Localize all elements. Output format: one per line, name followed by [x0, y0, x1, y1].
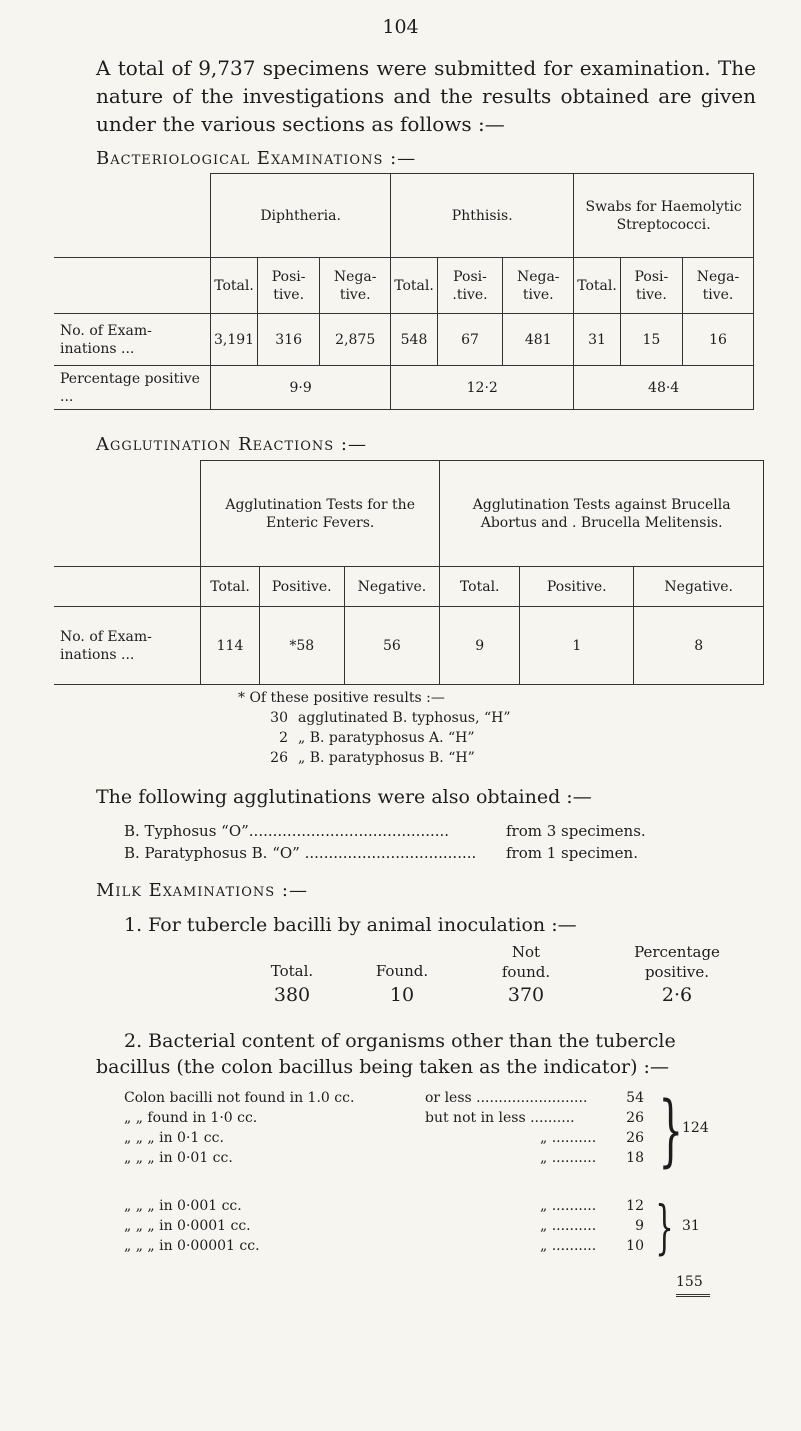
row-right: „ ..........: [540, 1130, 597, 1146]
footnote-title: * Of these positive results :—: [238, 690, 445, 706]
row-value: 12: [626, 1198, 644, 1214]
col-header: Total.: [574, 258, 621, 314]
col-header: Total.: [201, 567, 260, 607]
col-header: Nega- tive.: [320, 258, 391, 314]
bacteriological-table: [54, 173, 754, 410]
total-underline: [676, 1294, 710, 1297]
also-value: from 1 specimen.: [506, 844, 638, 862]
col-header: Positive.: [260, 567, 345, 607]
footnote-text: „ B. paratyphosus A. “H”: [298, 730, 475, 746]
intro-paragraph: A total of 9,737 specimens were submitted for examination. The nature of the investigations and the results obtained are given under the various sections as follows :—: [96, 56, 756, 136]
table-row: [54, 366, 754, 410]
row-left: „ „ „ in 0·1 cc.: [124, 1130, 224, 1146]
col-header: Posi- tive.: [620, 258, 682, 314]
agglutination-table: [54, 460, 764, 685]
row-right: or less .........................: [425, 1090, 588, 1106]
row-left: „ „ „ in 0·0001 cc.: [124, 1218, 251, 1234]
following-text: The following agglutinations were also obtained :—: [96, 786, 592, 808]
col-header: Negative.: [634, 567, 764, 607]
col-header: Posi- tive.: [258, 258, 320, 314]
row-label: No. of Exam- inations ...: [54, 314, 211, 366]
right-brace-icon: }: [658, 1086, 684, 1176]
also-value: from 3 specimens.: [506, 822, 646, 840]
footnote-number: 26: [270, 750, 288, 766]
row-value: 10: [626, 1238, 644, 1254]
cell: 2·6: [661, 984, 693, 1006]
col-header: Posi- .tive.: [437, 258, 502, 314]
row-right: „ ..........: [540, 1218, 597, 1234]
cell: 1: [520, 607, 634, 685]
col-header: Nega- tive.: [503, 258, 574, 314]
corner-cell: [54, 174, 211, 258]
cell: 9·9: [211, 366, 391, 410]
cell: 9: [440, 607, 520, 685]
table-row: [54, 314, 754, 366]
row-right: „ ..........: [540, 1198, 597, 1214]
row-right: but not in less ..........: [425, 1110, 575, 1126]
cell: 56: [344, 607, 440, 685]
group-header: Phthisis.: [391, 174, 574, 258]
row-value: 9: [635, 1218, 644, 1234]
row-value: 54: [626, 1090, 644, 1106]
right-brace-icon: }: [655, 1193, 674, 1261]
footnote-number: 2: [279, 730, 288, 746]
page-number: 104: [382, 16, 419, 38]
cell: 481: [503, 314, 574, 366]
col-header: Found.: [375, 962, 429, 980]
milk-item-2-line-1: 2. Bacterial content of organisms other than the tubercle: [124, 1030, 676, 1052]
col-header: Total.: [391, 258, 438, 314]
col-header: Total.: [270, 962, 314, 980]
footnote-number: 30: [270, 710, 288, 726]
row-left: „ „ „ in 0·01 cc.: [124, 1150, 233, 1166]
cell: 316: [258, 314, 320, 366]
cell: 370: [507, 984, 545, 1006]
row-left: „ „ „ in 0·00001 cc.: [124, 1238, 260, 1254]
group-header: Agglutination Tests for the Enteric Fevers.: [201, 461, 440, 567]
agglutination-heading: Agglutination Reactions :—: [96, 434, 367, 455]
row-value: 26: [626, 1110, 644, 1126]
cell: 31: [574, 314, 621, 366]
col-header: Total.: [211, 258, 258, 314]
col-header: Not found.: [501, 943, 551, 981]
cell: 548: [391, 314, 438, 366]
col-header: Total.: [440, 567, 520, 607]
cell: 10: [389, 984, 415, 1006]
grand-total: 155: [676, 1274, 703, 1290]
cell: 15: [620, 314, 682, 366]
row-left: „ „ found in 1·0 cc.: [124, 1110, 258, 1126]
col-header: Percentage positive.: [634, 943, 720, 981]
row-label: Percentage positive ...: [54, 366, 211, 410]
table-row: [54, 607, 764, 685]
bacteriological-heading: Bacteriological Examinations :—: [96, 148, 417, 169]
also-label: B. Typhosus “O”..........................................: [124, 822, 450, 840]
group-header: Swabs for Haemolytic Streptococci.: [574, 174, 754, 258]
milk-heading: Milk Examinations :—: [96, 880, 308, 901]
cell: 2,875: [320, 314, 391, 366]
group-header: Agglutination Tests against Brucella Abortus and . Brucella Melitensis.: [440, 461, 764, 567]
cell: *58: [260, 607, 345, 685]
row-value: 26: [626, 1130, 644, 1146]
milk-item-1: 1. For tubercle bacilli by animal inoculation :—: [124, 914, 577, 936]
cell: 12·2: [391, 366, 574, 410]
row-left: Colon bacilli not found in 1.0 cc.: [124, 1090, 355, 1106]
col-header: Positive.: [520, 567, 634, 607]
milk-item-2-line-2: bacillus (the colon bacillus being taken as the indicator) :—: [96, 1056, 669, 1078]
cell: 8: [634, 607, 764, 685]
subtotal: 124: [682, 1120, 709, 1136]
row-label: No. of Exam- inations ...: [54, 607, 201, 685]
cell: 48·4: [574, 366, 754, 410]
footnote-text: „ B. paratyphosus B. “H”: [298, 750, 475, 766]
cell: 114: [201, 607, 260, 685]
cell: 380: [273, 984, 311, 1006]
row-value: 18: [626, 1150, 644, 1166]
row-right: „ ..........: [540, 1238, 597, 1254]
col-header: Nega- tive.: [682, 258, 753, 314]
col-header: Negative.: [344, 567, 440, 607]
subtotal: 31: [682, 1218, 700, 1234]
group-header: Diphtheria.: [211, 174, 391, 258]
row-right: „ ..........: [540, 1150, 597, 1166]
cell: 3,191: [211, 314, 258, 366]
also-label: B. Paratyphosus B. “O” ....................................: [124, 844, 477, 862]
cell: 16: [682, 314, 753, 366]
cell: 67: [437, 314, 502, 366]
footnote-text: agglutinated B. typhosus, “H”: [298, 710, 511, 726]
row-left: „ „ „ in 0·001 cc.: [124, 1198, 242, 1214]
